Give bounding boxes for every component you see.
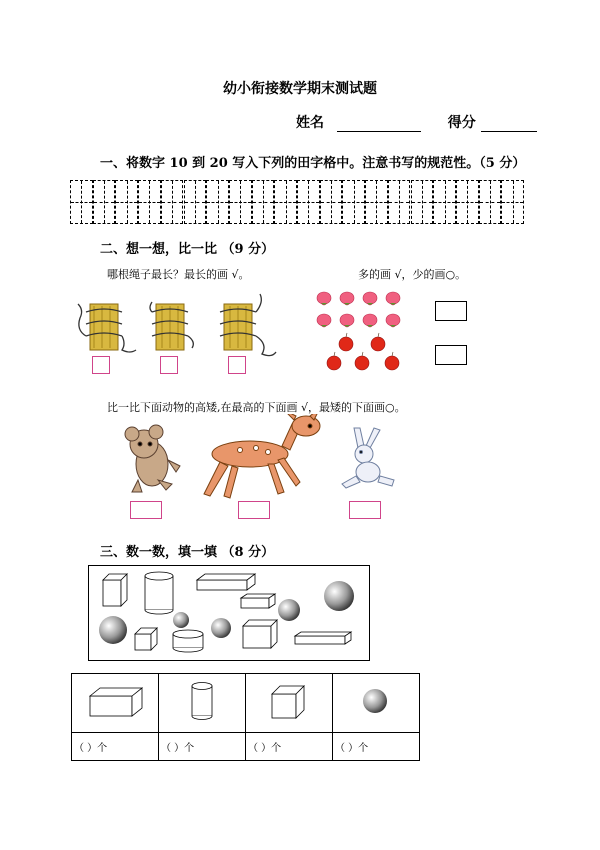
mixed-shapes-illustration xyxy=(89,566,368,659)
rope-spool-1 xyxy=(78,304,136,352)
rope-question: 哪根绳子最长？最长的画 √。 xyxy=(107,268,250,281)
tianzi-cell[interactable] xyxy=(388,180,411,224)
rope3-answer-box[interactable] xyxy=(228,356,246,374)
rope-spools-illustration xyxy=(72,292,280,364)
cylinder-count-field[interactable] xyxy=(159,733,246,761)
tianzi-cell[interactable] xyxy=(206,180,229,224)
tianzi-cell[interactable] xyxy=(184,180,207,224)
page-title: 幼小衔接数学期末测试题 xyxy=(223,81,377,97)
tianzi-cell[interactable] xyxy=(501,180,524,224)
rabbit-answer-box[interactable] xyxy=(349,501,381,519)
name-score-row xyxy=(296,112,537,132)
peach-group xyxy=(317,292,400,327)
cuboid-count-field[interactable] xyxy=(72,733,159,761)
cube-shape-3 xyxy=(243,620,277,648)
cylinder-count-label: （ ）个 xyxy=(161,743,195,754)
bear-answer-box[interactable] xyxy=(130,501,162,519)
rope-spool-3 xyxy=(220,294,276,356)
tianzi-cell[interactable] xyxy=(456,180,479,224)
tianzi-cell[interactable] xyxy=(342,180,365,224)
sphere-shape-4 xyxy=(173,612,189,628)
tianzi-cell[interactable] xyxy=(479,180,502,224)
tianzi-cell[interactable] xyxy=(433,180,456,224)
score-label: 得分 xyxy=(447,115,476,131)
tianzi-cell[interactable] xyxy=(138,180,161,224)
section2-heading: 二、想一想，比一比 （9 分） xyxy=(100,242,275,257)
cube-icon xyxy=(246,674,332,728)
tianzi-cell[interactable] xyxy=(161,180,184,224)
rabbit-drawing xyxy=(342,428,394,488)
tianzi-cell[interactable] xyxy=(411,180,434,224)
section3-heading: 三、数一数，填一填 （8 分） xyxy=(100,545,275,560)
sphere-count-label: （ ）个 xyxy=(335,743,369,754)
cube-cell xyxy=(246,674,333,733)
tianzi-cell[interactable] xyxy=(229,180,252,224)
bear-cub-drawing xyxy=(125,425,180,492)
rope-spool-2 xyxy=(150,302,193,350)
cylinder-shape-1 xyxy=(145,572,173,614)
tianzi-cell[interactable] xyxy=(93,180,116,224)
apple-answer-box[interactable] xyxy=(435,345,467,365)
cuboid-count-label: （ ）个 xyxy=(74,743,108,754)
cube-shape-1 xyxy=(103,574,127,606)
tianzi-cell[interactable] xyxy=(115,180,138,224)
animal-question: 比一比下面动物的高矮,在最高的下面画 √，最矮的下面画○。 xyxy=(107,401,406,414)
cuboid-shape-2 xyxy=(241,594,275,608)
sphere-icon xyxy=(333,674,419,728)
sphere-count-field[interactable] xyxy=(333,733,420,761)
fawn-answer-box[interactable] xyxy=(238,501,270,519)
cube-count-label: （ ）个 xyxy=(248,743,282,754)
fruit-illustration xyxy=(314,288,414,374)
shapes-frame xyxy=(88,565,370,661)
score-field[interactable] xyxy=(481,116,537,132)
tianzi-cell[interactable] xyxy=(365,180,388,224)
peach-answer-box[interactable] xyxy=(435,301,467,321)
apple-group xyxy=(327,333,399,370)
sphere-cell xyxy=(333,674,420,733)
name-field[interactable] xyxy=(337,116,421,132)
tianzi-cell[interactable] xyxy=(274,180,297,224)
fruit-question: 多的画 √，少的画○。 xyxy=(358,268,467,281)
tianzi-cell[interactable] xyxy=(297,180,320,224)
cuboid-cell xyxy=(72,674,159,733)
rope2-answer-box[interactable] xyxy=(160,356,178,374)
fawn-drawing xyxy=(204,414,320,498)
tianzi-cell[interactable] xyxy=(252,180,275,224)
tianzi-cell[interactable] xyxy=(320,180,343,224)
cuboid-icon xyxy=(72,674,158,728)
cuboid-shape-1 xyxy=(197,574,255,590)
sphere-shape-3 xyxy=(99,616,127,644)
cuboid-shape-3 xyxy=(295,632,351,644)
name-label: 姓名 xyxy=(296,115,324,131)
tianzi-cell[interactable] xyxy=(70,180,93,224)
count-table xyxy=(71,673,420,761)
animals-illustration xyxy=(100,414,420,504)
section1-heading: 一、将数字 10 到 20 写入下列的田字格中。注意书写的规范性。（5 分） xyxy=(100,156,526,171)
cube-count-field[interactable] xyxy=(246,733,333,761)
cylinder-shape-2 xyxy=(173,630,203,652)
sphere-shape-2 xyxy=(278,599,300,621)
rope1-answer-box[interactable] xyxy=(92,356,110,374)
tianzi-grid[interactable] xyxy=(70,180,524,224)
sphere-shape-5 xyxy=(211,618,231,638)
sphere-shape-1 xyxy=(324,581,354,611)
cube-shape-2 xyxy=(135,628,157,650)
cylinder-icon xyxy=(159,674,245,728)
cylinder-cell xyxy=(159,674,246,733)
